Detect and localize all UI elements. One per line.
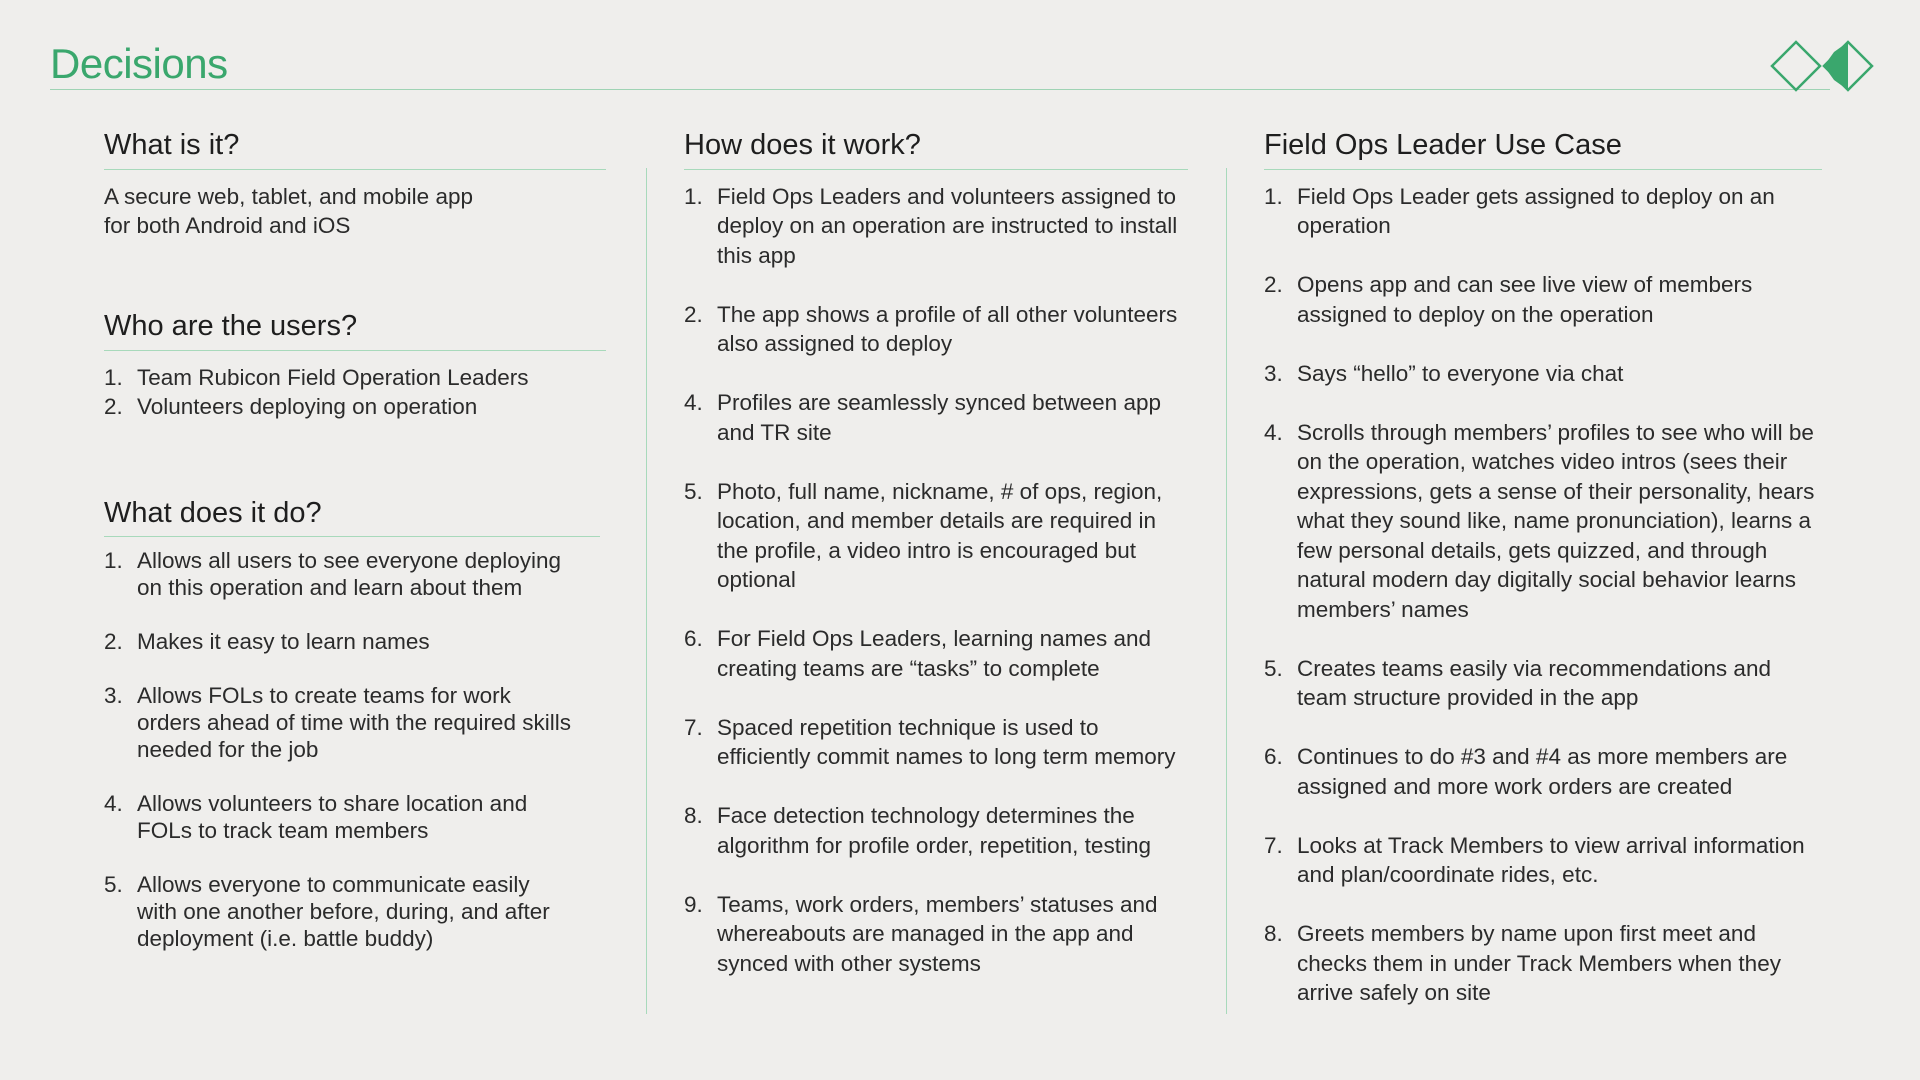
section-heading-what-does-it-do: What does it do? [104, 496, 600, 538]
use-case-list [1264, 182, 1822, 1008]
list-item: 3. Says “hello” to everyone via chat [1264, 360, 1624, 386]
column-divider [1226, 168, 1227, 1014]
list-item: 4. Profiles are seamlessly synced between app and TR site [684, 390, 1161, 445]
what-is-it-text: A secure web, tablet, and mobile app for both Android and iOS [104, 183, 473, 239]
list-item: 6. Continues to do #3 and #4 as more members are assigned and more work orders are created [1264, 744, 1788, 799]
list-item: 8. Face detection technology determines the algorithm for profile order, repetition, testing [684, 803, 1151, 858]
section-heading-what-is-it: What is it? [104, 128, 606, 170]
list-item: 2. Opens app and can see live view of members assigned to deploy on the operation [1264, 272, 1753, 327]
list-item: 5. Photo, full name, nickname, # of ops, region, location, and member details are required in the profile, a video intro is encouraged but optional [684, 478, 1163, 593]
list-item: 6. For Field Ops Leaders, learning names and creating teams are “tasks” to complete [684, 626, 1151, 681]
list-item: 1. Field Ops Leaders and volunteers assigned to deploy on an operation are instructed to install this app [684, 183, 1178, 268]
column-use-case [1264, 128, 1822, 1037]
list-item: 5. Creates teams easily via recommendations and team structure provided in the app [1264, 655, 1771, 711]
list-item: 4. Scrolls through members’ profiles to see who will be on the operation, watches video intros (sees their expressions, gets a sense of their personality, hears what they sound like, name pronunciation), learns a few personal details, gets quizzed, and through natural modern day digitally social behavior learns members’ names [1264, 419, 1815, 622]
title-divider [50, 89, 1830, 90]
column-how-it-works [684, 128, 1188, 1008]
list-item: 5. Allows everyone to communicate easily with one another before, during, and after deployment (i.e. battle buddy) [104, 872, 550, 952]
list-item: 4. Allows volunteers to share location and FOLs to track team members [104, 791, 528, 844]
section-heading-use-case: Field Ops Leader Use Case [1264, 128, 1822, 170]
list-item: 1. Team Rubicon Field Operation Leaders [104, 364, 529, 390]
how-it-works-list [684, 182, 1188, 979]
list-item: 1. Allows all users to see everyone deploying on this operation and learn about them [104, 548, 561, 601]
list-item: 2. The app shows a profile of all other volunteers also assigned to deploy [684, 301, 1178, 357]
list-item: 7. Looks at Track Members to view arrival information and plan/coordinate rides, etc. [1264, 832, 1805, 888]
page-title: Decisions [50, 40, 228, 87]
column-overview [104, 128, 606, 979]
list-item: 7. Spaced repetition technique is used to efficiently commit names to long term memory [684, 714, 1176, 770]
list-item: 9. Teams, work orders, members’ statuses and whereabouts are managed in the app and synced with other systems [684, 891, 1158, 976]
column-divider [646, 168, 647, 1014]
section-heading-users: Who are the users? [104, 309, 606, 351]
users-list [104, 363, 606, 422]
list-item: 3. Allows FOLs to create teams for work orders ahead of time with the required skills needed for the job [104, 683, 571, 763]
diamond-pair-logo-icon [1770, 38, 1874, 94]
list-item: 2. Volunteers deploying on operation [104, 394, 478, 420]
capabilities-list [104, 547, 574, 952]
list-item: 8. Greets members by name upon first meet and checks them in under Track Members when they arrive safely on site [1264, 921, 1781, 1006]
section-heading-how-does-it-work: How does it work? [684, 128, 1188, 170]
list-item: 1. Field Ops Leader gets assigned to deploy on an operation [1264, 183, 1775, 239]
list-item: 2. Makes it easy to learn names [104, 629, 430, 655]
